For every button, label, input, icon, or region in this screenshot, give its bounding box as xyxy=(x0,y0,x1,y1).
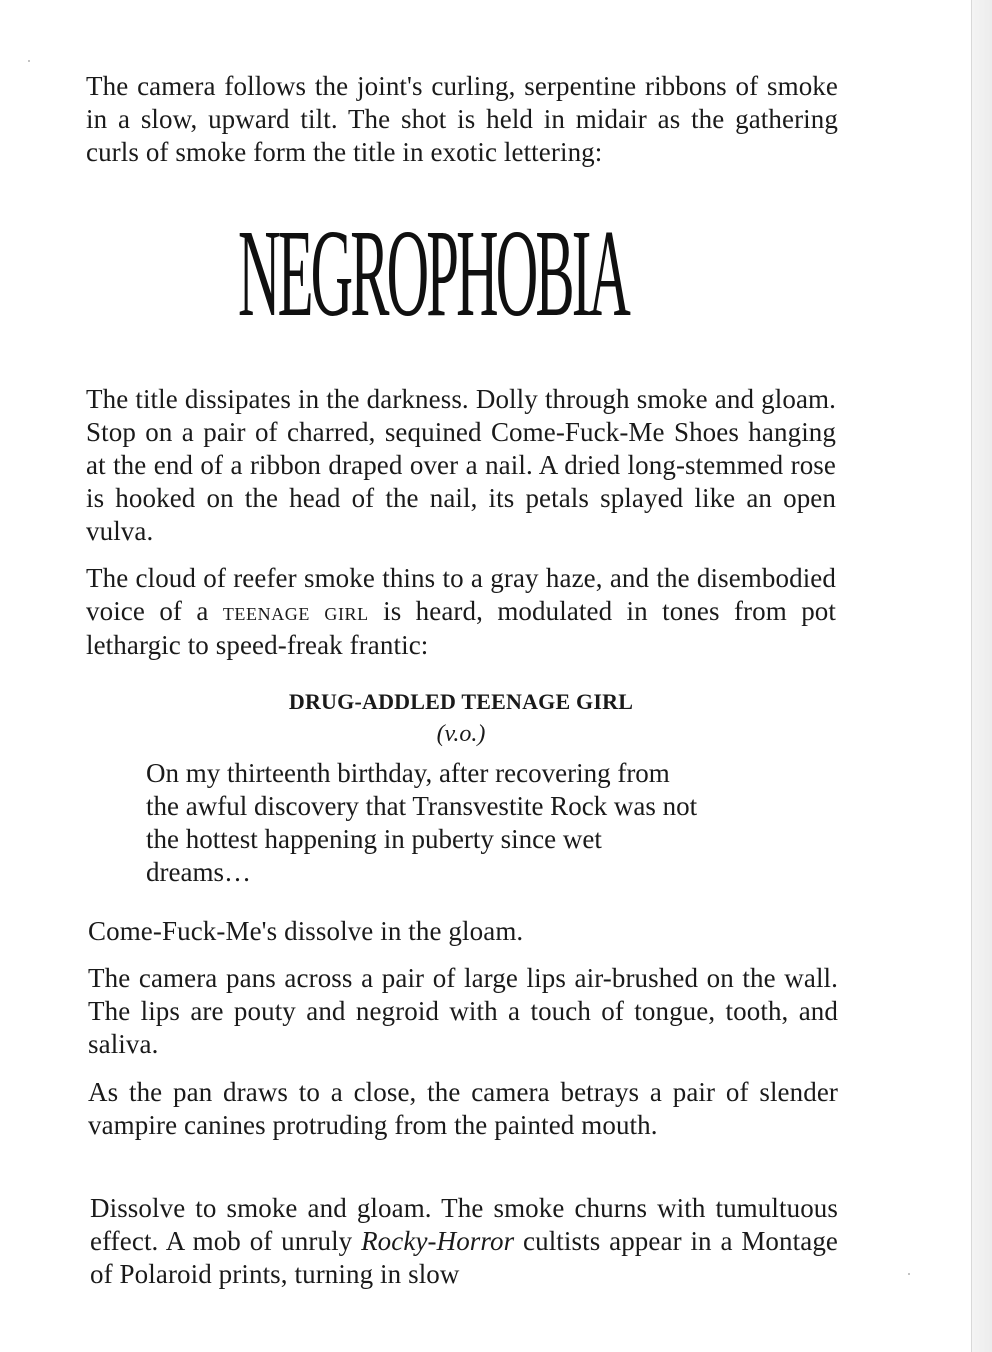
title-lettering xyxy=(238,218,668,330)
paragraph-dissolve-smoke xyxy=(90,1192,838,1291)
scan-speck xyxy=(908,1273,910,1275)
p7-italic-rocky-horror: Rocky-Horror xyxy=(361,1226,515,1256)
scan-speck xyxy=(28,60,30,62)
dialogue-line: dreams… xyxy=(146,857,251,887)
dialogue-line: On my thirteenth birthday, after recovering from xyxy=(146,758,670,788)
paragraph-pan-draws: As the pan draws to a close, the camera betrays a pair of slender vampire canines protruding from the painted mouth. xyxy=(88,1077,838,1140)
parenthetical: (v.o.) xyxy=(436,721,486,747)
paragraph-reefer-smoke xyxy=(86,562,836,662)
dialogue-line: the awful discovery that Transvestite Rock was not xyxy=(146,791,698,821)
title-text: NEGROPHOBIA xyxy=(238,218,629,330)
dialogue-line: the hottest happening in puberty since wet xyxy=(146,824,602,854)
dialogue-block xyxy=(146,757,786,889)
paragraph-title-dissipates: The title dissipates in the darkness. Dolly through smoke and gloam. Stop on a pair of charred, sequined Come-Fuck-Me Shoes hanging at the end of a ribbon draped over a nail. A dried long-stemmed rose is hooked on the head of the nail, its petals splayed like an open vulva. xyxy=(86,384,836,546)
p3-text-end: is heard, modulated in tones from pot lethargic to speed-freak frantic: xyxy=(86,596,836,660)
p3-smallcaps-teenage-girl: teenage girl xyxy=(222,599,369,626)
p7-text-start: Dissolve to smoke and gloam. The smoke churns with tumultuous effect. A mob of unruly xyxy=(90,1193,838,1256)
paragraph-camera-pans: The camera pans across a pair of large lips air-brushed on the wall. The lips are pouty and negroid with a touch of tongue, tooth, and saliva. xyxy=(88,963,838,1059)
p7-text-end: cultists appear in a Montage of Polaroid prints, turning in slow xyxy=(90,1226,839,1289)
paragraph-come-fuck-mes-dissolve: Come-Fuck-Me's dissolve in the gloam. xyxy=(88,916,524,946)
character-name: DRUG-ADDLED TEENAGE GIRL xyxy=(288,689,634,714)
p3-text-start: The cloud of reefer smoke thins to a gray haze, and the disembodied voice of a xyxy=(86,563,836,626)
paragraph-camera-follows: The camera follows the joint's curling, serpentine ribbons of smoke in a slow, upward tilt. The shot is held in midair as the gathering curls of smoke form the title in exotic lettering: xyxy=(86,71,838,167)
